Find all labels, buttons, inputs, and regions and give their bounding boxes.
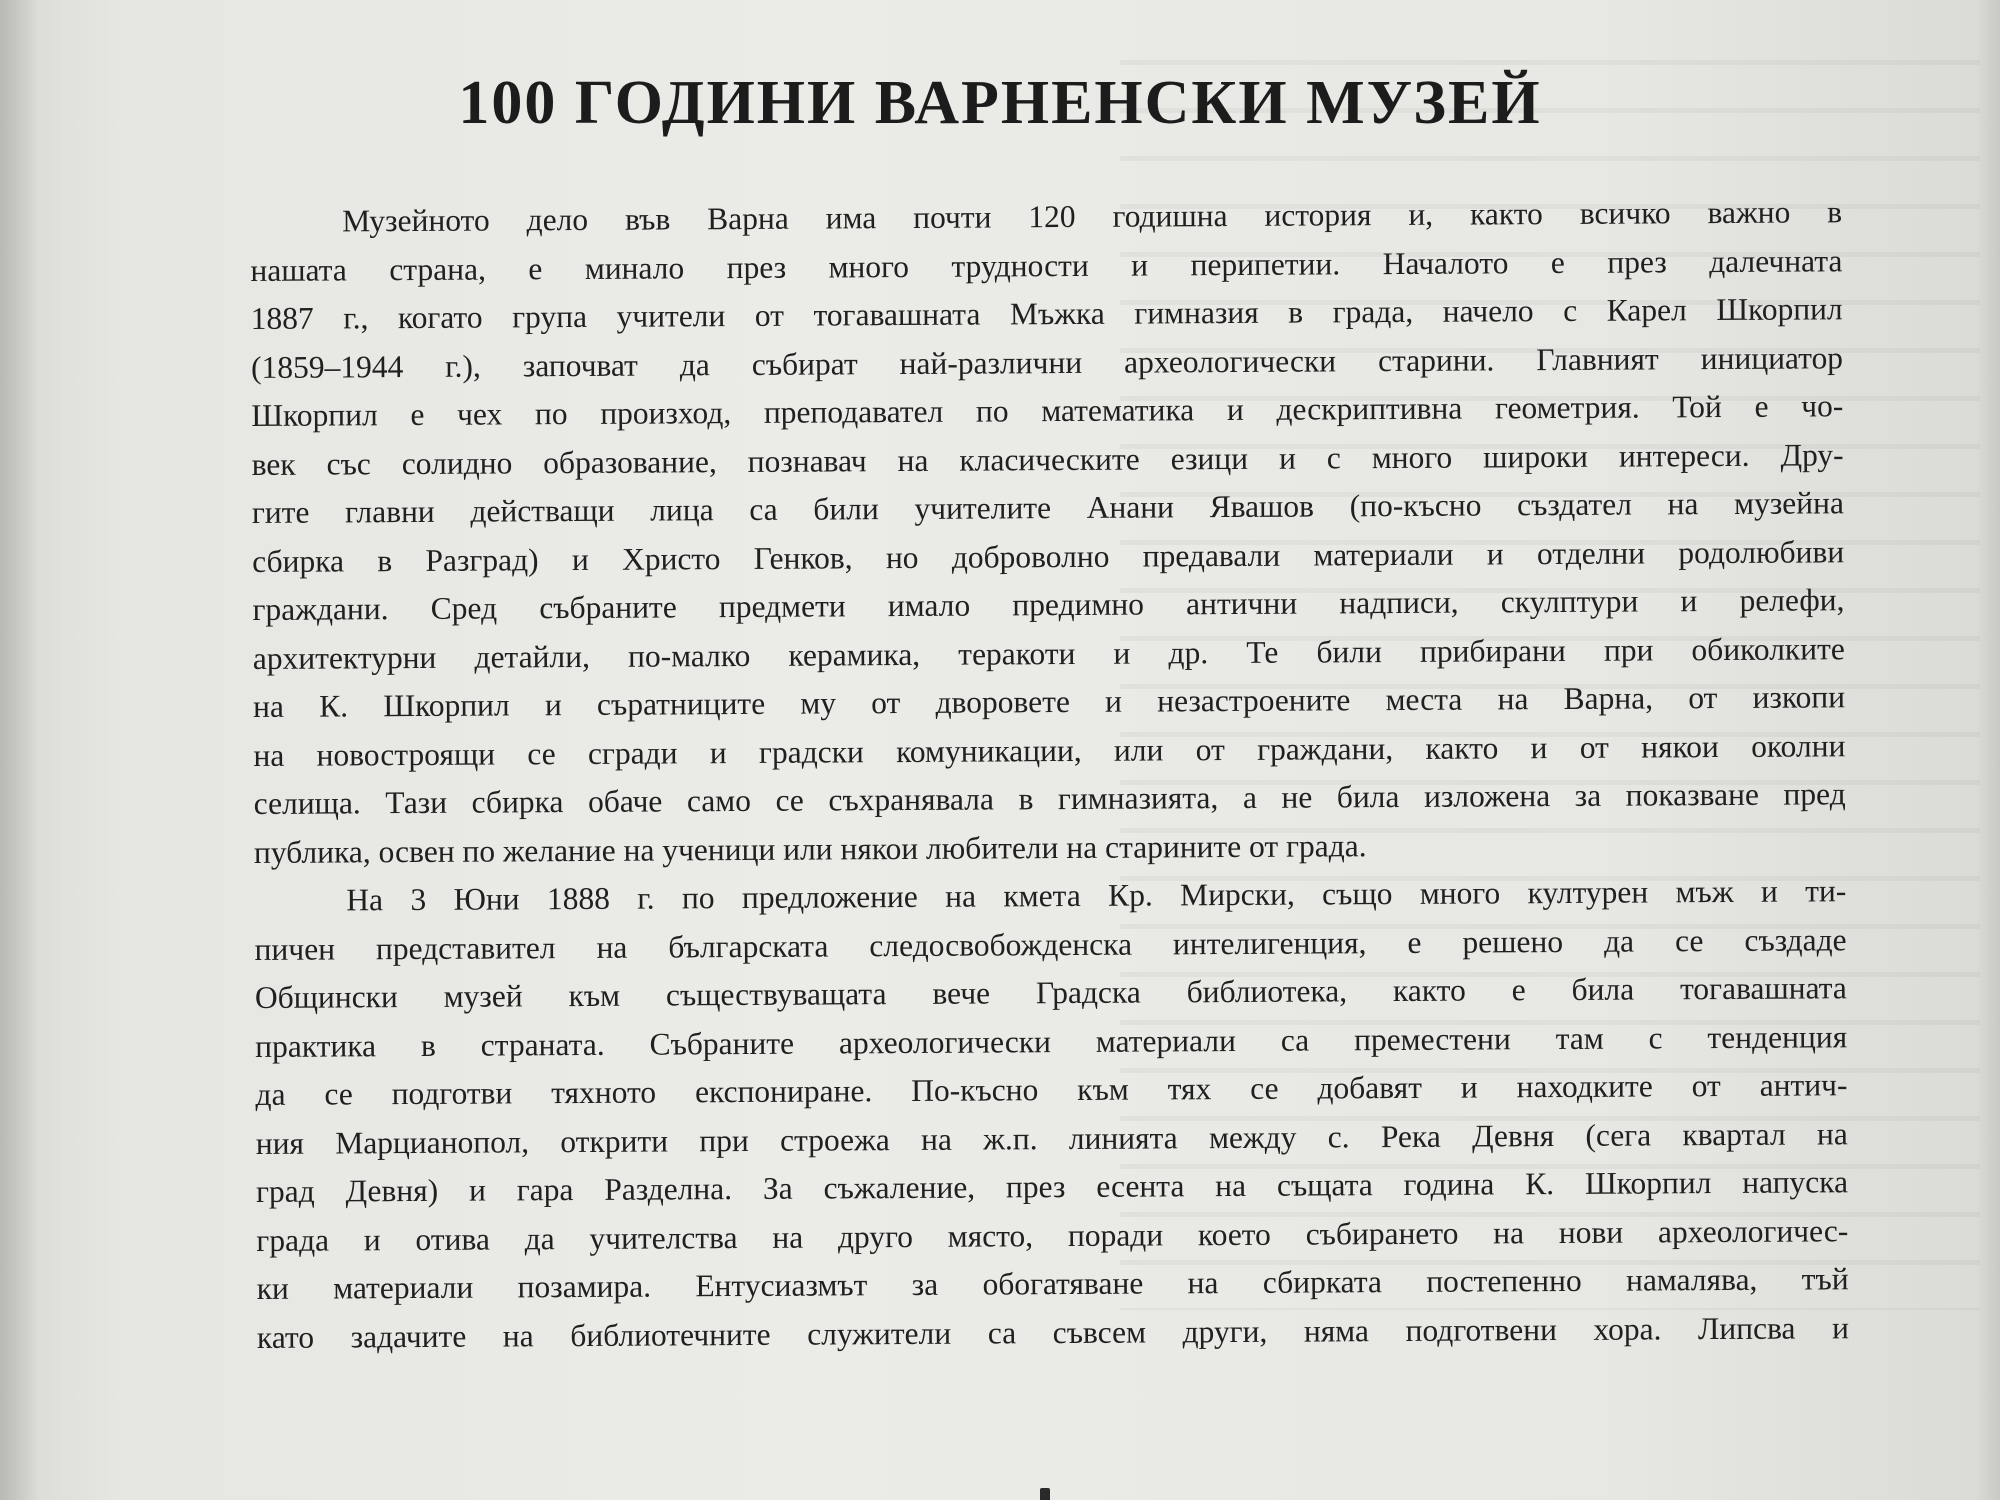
text-line: 1887 г., когато група учители от тогавашната Мъжка гимназия в града, начело с Карел Шкорпил	[250, 291, 1843, 336]
text-line: сбирка в Разград) и Христо Генков, но доброволно предавали материали и отделни родолюбиви	[252, 533, 1845, 579]
text-line: публика, освен по желание на ученици или някои любители на старините от града.	[253, 827, 1367, 870]
text-line: град Девня) и гара Разделна. За съжаление, през есента на същата година К. Шкорпил напуска	[255, 1164, 1849, 1209]
text-line: архитектурни детайли, по-малко керамика, теракоти и др. Те били прибирани при обиколките	[252, 630, 1845, 676]
text-line: практика в страната. Събраните археологически материали са преместени там с тенденция	[255, 1018, 1848, 1064]
text-line: нашата страна, е минало през много трудности и перипетии. Началото е през далечната	[250, 242, 1843, 288]
text-line: гите главни действащи лица са били учителите Анани Явашов (по-късно създател на музейна	[251, 485, 1844, 530]
text-line: на новостроящи се сгради и градски комуникации, или от граждани, както и от някои околни	[253, 727, 1846, 773]
page-number-fragment	[1040, 1488, 1050, 1500]
page-gutter-shadow	[0, 0, 40, 1500]
paragraph-2	[254, 867, 1849, 1362]
text-line: Музейното дело във Варна има почти 120 годишна история и, както всичко важно в	[342, 194, 1843, 239]
text-line: век със солидно образование, познавач на класическите езици и с много широки интереси. Дру-	[251, 436, 1844, 482]
page-edge	[1976, 0, 2000, 1500]
page-title: 100 ГОДИНИ ВАРНЕНСКИ МУЗЕЙ	[458, 69, 1542, 137]
text-line: града и отива да учителства на друго място, поради което събирането на нови археологичес-	[256, 1212, 1849, 1258]
text-line: ния Марцианопол, открити при строежа на ж.п. линията между с. Река Девня (сега квартал на	[255, 1115, 1848, 1161]
paragraph-1	[250, 188, 1846, 877]
text-line: селища. Тази сбирка обаче само се съхранявала в гимназията, а не била изложена за показване пред	[253, 776, 1846, 821]
text-line: на К. Шкорпил и съратниците му от дворовете и незастроените места на Варна, от изкопи	[252, 679, 1846, 724]
text-line: (1859–1944 г.), започват да събират най-различни археологически старини. Главният инициатор	[250, 339, 1844, 385]
text-line: Шкорпил е чех по произход, преподавател по математика и дескриптивна геометрия. Той е чо-	[251, 388, 1844, 433]
text-line: граждани. Сред събраните предмети имало предимно антични надписи, скулптури и релефи,	[252, 582, 1845, 627]
text-line: да се подготви тяхното експониране. По-късно към тях се добавят и находките от антич-	[255, 1067, 1848, 1112]
text-line: На 3 Юни 1888 г. по предложение на кмета Кр. Мирски, също много културен мъж и ти-	[346, 873, 1847, 918]
text-line: като задачите на библиотечните служители са съвсем други, няма подготвени хора. Липсва и	[256, 1309, 1850, 1355]
text-line: Общински музей към съществуващата вече Градска библиотека, както е била тогавашната	[254, 970, 1847, 1015]
text-line: пичен представител на българската следосвобожденска интелигенция, е решено да се създаде	[254, 921, 1847, 967]
article-body	[250, 188, 1849, 1362]
text-line: ки материали позамира. Ентусиазмът за обогатяване на сбирката постепенно намалява, тъй	[256, 1261, 1849, 1306]
